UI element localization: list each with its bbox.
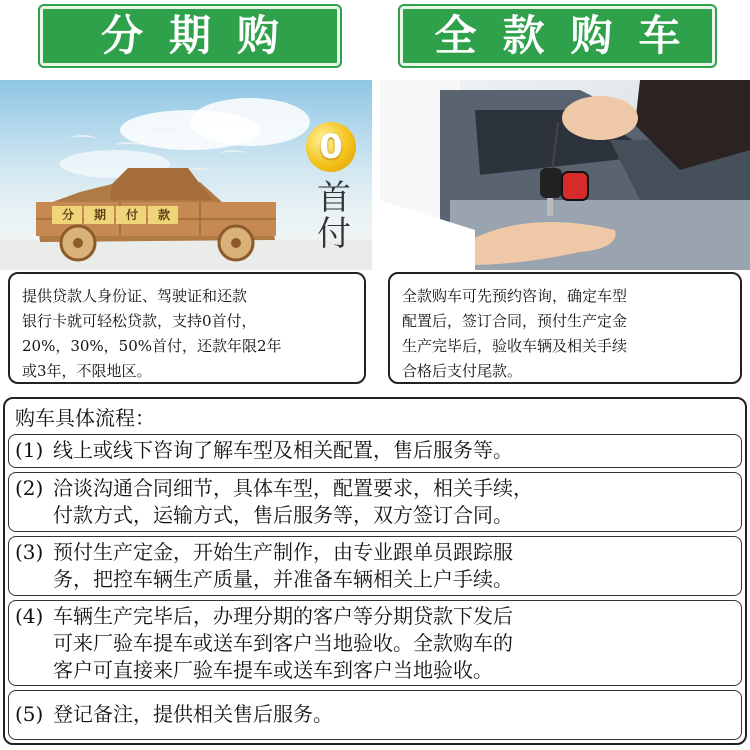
description-line: 20%，30%，50%首付，还款年限2年	[22, 337, 282, 355]
step-number: (2)	[15, 476, 44, 500]
plate-char: 款	[157, 208, 170, 222]
process-title: 购车具体流程：	[15, 406, 155, 430]
process-step	[8, 472, 742, 532]
plate-char: 分	[61, 208, 74, 222]
description-line: 提供贷款人身份证、驾驶证和还款	[22, 287, 248, 305]
step-text: 付款方式，运输方式，售后服务等，双方签订合同。	[53, 503, 513, 527]
process-step	[8, 600, 742, 686]
step-number: (3)	[15, 540, 44, 564]
step-number: (5)	[15, 702, 44, 726]
step-text: 务，把控车辆生产质量，并准备车辆相关上户手续。	[53, 567, 513, 591]
full-payment-photo	[380, 80, 750, 270]
zero-coin-badge: 0	[306, 122, 356, 172]
full-payment-banner: 全款购车	[400, 6, 715, 66]
step-text: 可来厂验车提车或送车到客户当地验收。全款购车的	[53, 631, 513, 655]
plate-char: 付	[125, 208, 138, 222]
step-text: 车辆生产完毕后，办理分期的客户等分期贷款下发后	[53, 604, 513, 628]
process-step	[8, 690, 742, 740]
car-plate-chars	[52, 206, 180, 224]
step-text: 客户可直接来厂验车提车或送车到客户当地验收。	[53, 658, 493, 682]
down-payment-label-line2: 付	[317, 214, 351, 254]
purchase-process-panel	[3, 397, 747, 745]
installment-photo	[0, 80, 372, 270]
description-line: 合格后支付尾款。	[402, 362, 523, 380]
description-line: 银行卡就可轻松贷款，支持0首付，	[22, 312, 257, 330]
description-line: 配置后，签订合同，预付生产定金	[402, 312, 628, 330]
down-payment-label	[312, 180, 356, 252]
process-step	[8, 434, 742, 468]
step-text: 登记备注，提供相关售后服务。	[53, 702, 333, 726]
description-line: 全款购车可先预约咨询，确定车型	[402, 287, 628, 305]
step-text: 洽谈沟通合同细节，具体车型，配置要求，相关手续，	[53, 476, 533, 500]
description-line: 生产完毕后，验收车辆及相关手续	[402, 337, 628, 355]
step-number: (4)	[15, 604, 44, 628]
description-line: 或3年，不限地区。	[22, 362, 152, 380]
plate-char: 期	[93, 208, 106, 222]
process-step	[8, 536, 742, 596]
full-payment-description	[388, 272, 742, 384]
installment-purchase-banner: 分期购	[40, 6, 340, 66]
down-payment-label-line1: 首	[317, 178, 351, 218]
step-number: (1)	[15, 438, 44, 462]
step-text: 预付生产定金，开始生产制作，由专业跟单员跟踪服	[53, 540, 513, 564]
installment-description	[8, 272, 366, 384]
car-key-handover-icon	[380, 80, 750, 270]
step-text: 线上或线下咨询了解车型及相关配置，售后服务等。	[53, 438, 513, 462]
